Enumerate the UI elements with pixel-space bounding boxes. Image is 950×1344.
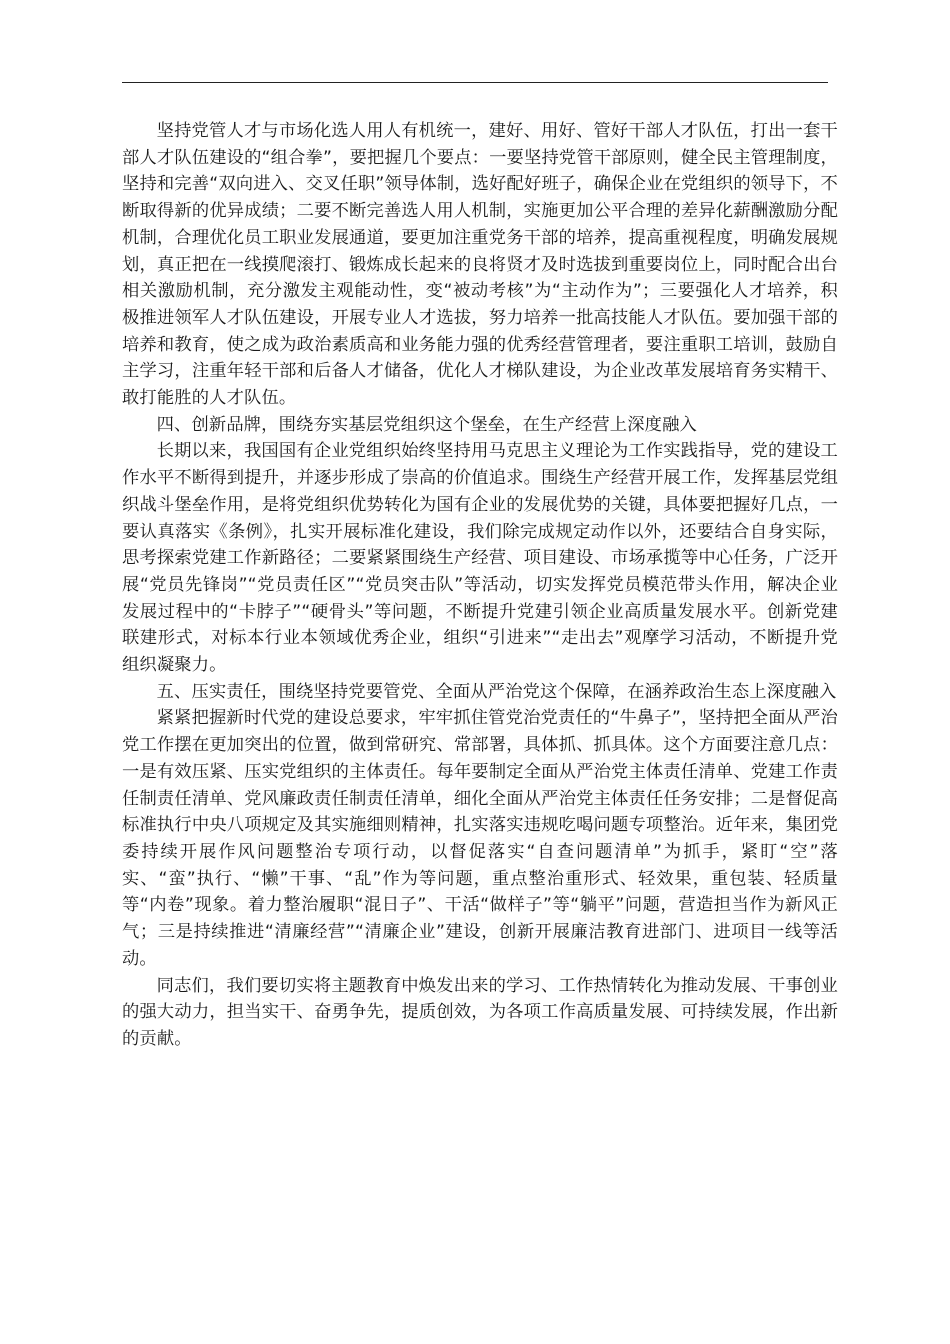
section-heading-five: 五、压实责任，围绕坚持党要管党、全面从严治党这个保障，在涵养政治生态上深度融入: [156, 681, 837, 702]
header-rule: [122, 82, 828, 83]
paragraph-closing: 同志们，我们要切实将主题教育中焕发出来的学习、工作热情转化为推动发展、干事创业的强大动力，担当实干、奋勇争先，提质创效，为各项工作高质量发展、可持续发展，作出新的贡献。: [122, 975, 838, 1049]
document-body: [122, 118, 838, 1053]
section-heading-four: 四、创新品牌，围绕夯实基层党组织这个堡垒，在生产经营上深度融入: [156, 414, 697, 435]
paragraph-talent-team: 坚持党管人才与市场化选人用人有机统一，建好、用好、管好干部人才队伍，打出一套干部人才队伍建设的“组合拳”，要把握几个要点：一要坚持党管干部原则，健全民主管理制度，坚持和完善“双向进入、交叉任职”领导体制，选好配好班子，确保企业在党组织的领导下，不断取得新的优异成绩；二要不断完善选人用人机制，实施更加公平合理的差异化薪酬激励分配机制，合理优化员工职业发展通道，要更加注重党务干部的培养，提高重视程度，明确发展规划，真正把在一线摸爬滚打、锻炼成长起来的良将贤才及时选拔到重要岗位上，同时配合出台相关激励机制，充分激发主观能动性，变“被动考核”为“主动作为”；三要强化人才培养，积极推进领军人才队伍建设，开展专业人才选拔，努力培养一批高技能人才队伍。要加强干部的培养和教育，使之成为政治素质高和业务能力强的优秀经营管理者，要注重职工培训，鼓励自主学习，注重年轻干部和后备人才储备，优化人才梯队建设，为企业改革发展培育务实精干、敢打能胜的人才队伍。: [122, 121, 838, 409]
paragraph-responsibility: 紧紧把握新时代党的建设总要求，牢牢抓住管党治党责任的“牛鼻子”，坚持把全面从严治党工作摆在更加突出的位置，做到常研究、常部署，具体抓、抓具体。这个方面要注意几点：一是有效压紧、压实党组织的主体责任。每年要制定全面从严治党主体责任清单、党建工作责任制责任清单、党风廉政责任制责任清单，细化全面从严治党主体责任任务安排；二是督促高标准执行中央八项规定及其实施细则精神，扎实落实违规吃喝问题专项整治。近年来，集团党委持续开展作风问题整治专项行动，以督促落实“自查问题清单”为抓手，紧盯“空”落实、“蛮”执行、“懒”干事、“乱”作为等问题，重点整治重形式、轻效果，重包装、轻质量等“内卷”现象。着力整治履职“混日子”、干活“做样子”等“躺平”问题，营造担当作为新风正气；三是持续推进“清廉经营”“清廉企业”建设，创新开展廉洁教育进部门、进项目一线等活动。: [122, 708, 838, 969]
paragraph-grassroots: 长期以来，我国国有企业党组织始终坚持用马克思主义理论为工作实践指导，党的建设工作水平不断得到提升，并逐步形成了崇高的价值追求。围绕生产经营开展工作，发挥基层党组织战斗堡垒作用，是将党组织优势转化为国有企业的发展优势的关键，具体要把握好几点，一要认真落实《条例》，扎实开展标准化建设，我们除完成规定动作以外，还要结合自身实际，思考探索党建工作新路径；二要紧紧围绕生产经营、项目建设、市场承揽等中心任务，广泛开展“党员先锋岗”“党员责任区”“党员突击队”等活动，切实发挥党员模范带头作用，解决企业发展过程中的“卡脖子”“硬骨头”等问题，不断提升党建引领企业高质量发展水平。创新党建联建形式，对标本行业本领域优秀企业，组织“引进来”“走出去”观摩学习活动，不断提升党组织凝聚力。: [122, 441, 838, 676]
